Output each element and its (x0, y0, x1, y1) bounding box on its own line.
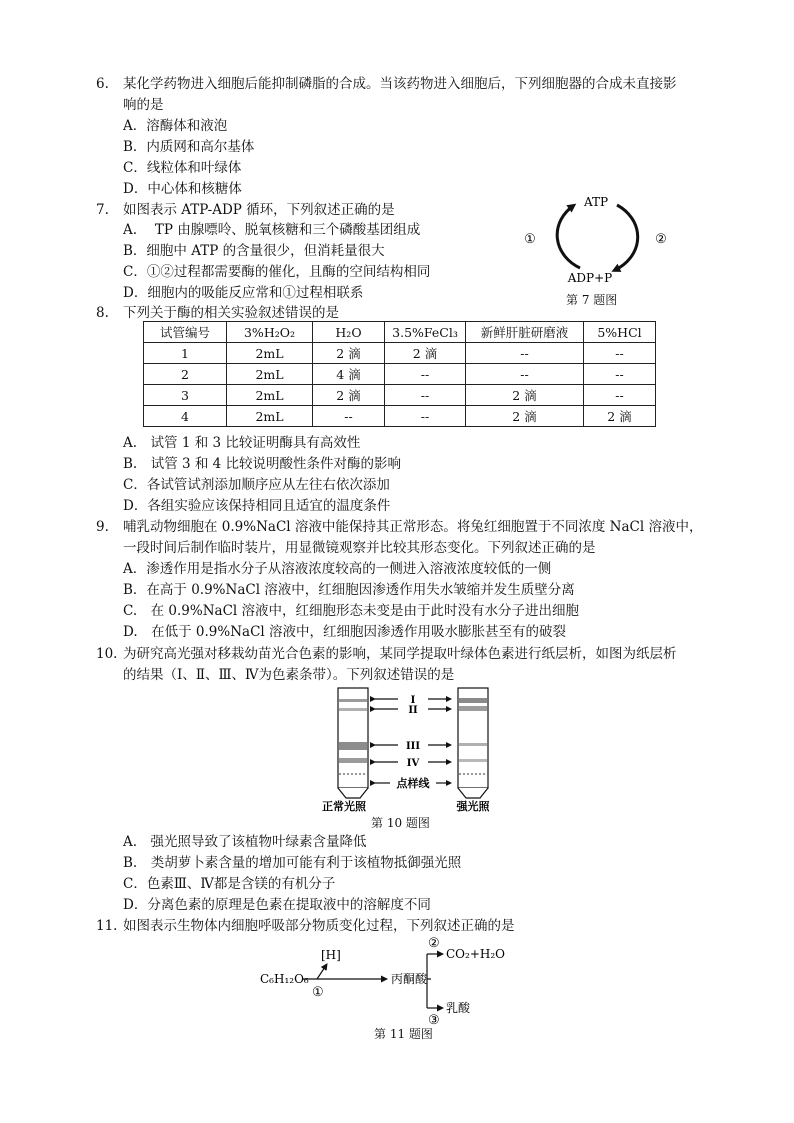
table-cell: 3 (144, 385, 227, 406)
q9-option-a: A．渗透作用是指水分子从溶液浓度较高的一侧进入溶液浓度较低的一侧 (123, 561, 552, 577)
table-header: 5%HCl (584, 322, 656, 343)
atp-label: ATP (583, 195, 609, 209)
q7-option-a: A. TP 由腺嘌呤、脱氧核糖和三个磷酸基团组成 (123, 222, 421, 238)
table-cell: -- (584, 385, 656, 406)
step-2-label: ② (655, 232, 667, 247)
table-cell: -- (313, 406, 385, 427)
q10-option-d: D．分离色素的原理是色素在提取液中的溶解度不同 (123, 897, 431, 913)
table-cell: -- (584, 343, 656, 364)
q6-stem-line2: 响的是 (123, 97, 164, 113)
table-row (144, 385, 656, 406)
q11-number: 11. (96, 918, 118, 934)
q6-option-d: D．中心体和核糖体 (123, 181, 242, 197)
pyruvate-label: 丙酮酸 (391, 972, 428, 986)
table-cell: 2mL (227, 406, 313, 427)
enzyme-experiment-table (143, 321, 656, 427)
step-1-label: ① (524, 232, 536, 247)
table-cell: -- (466, 343, 584, 364)
q7-number: 7. (96, 202, 109, 218)
table-cell: 2 (144, 364, 227, 385)
q9-stem-line2: 一段时间后制作临时装片，用显微镜观察并比较其形态变化。下列叙述正确的是 (123, 540, 596, 556)
q6-option-b: B．内质网和高尔基体 (123, 139, 255, 155)
table-cell: 2 滴 (466, 385, 584, 406)
table-cell: -- (385, 385, 466, 406)
band-label-3: III (405, 741, 421, 752)
h-label: [H] (321, 948, 341, 962)
table-header: 试管编号 (144, 322, 227, 343)
table-header: 3%H₂O₂ (227, 322, 313, 343)
step-3-label: ③ (428, 1013, 440, 1025)
table-cell: 1 (144, 343, 227, 364)
q8-stem: 下列关于酶的相关实验叙述错误的是 (123, 305, 339, 321)
step-2-label: ② (428, 936, 440, 951)
table-cell: 2 滴 (584, 406, 656, 427)
band-label-1: I (410, 695, 416, 706)
h-release-arrow (317, 964, 327, 979)
q8-number: 8. (96, 305, 109, 321)
q6-stem-line1: 某化学药物进入细胞后能抑制磷脂的合成。当该药物进入细胞后，下列细胞器的合成未直接影 (123, 76, 677, 92)
table-cell: 4 滴 (313, 364, 385, 385)
table-row (144, 364, 656, 385)
q6-option-a: A．溶酶体和液泡 (123, 118, 228, 134)
cycle-left-arrow (557, 206, 580, 268)
lactate-label: 乳酸 (446, 1001, 471, 1015)
q10-stem-line2: 的结果（Ⅰ、Ⅱ、Ⅲ、Ⅳ为色素条带）。下列叙述错误的是 (123, 667, 455, 683)
table-cell: 2 滴 (313, 343, 385, 364)
q10-option-b: B. 类胡萝卜素含量的增加可能有利于该植物抵御强光照 (123, 855, 462, 871)
table-cell: 2 滴 (313, 385, 385, 406)
q8-option-d: D．各组实验应该保持相同且适宜的温度条件 (123, 498, 391, 514)
q9-option-d: D. 在低于 0.9%NaCl 溶液中，红细胞因渗透作用吸水膨胀甚至有的破裂 (123, 624, 567, 640)
table-cell: -- (466, 364, 584, 385)
respiration-diagram (255, 933, 520, 1025)
adp-label: ADP+P (567, 271, 613, 285)
table-header: 3.5%FeCl₃ (385, 322, 466, 343)
q10-option-c: C．色素Ⅲ、Ⅳ都是含镁的有机分子 (123, 876, 336, 892)
step-1-label: ① (312, 985, 324, 1000)
table-cell: 2mL (227, 343, 313, 364)
q7-figure-caption: 第 7 题图 (566, 293, 618, 307)
q10-option-a: A. 强光照导致了该植物叶绿素含量降低 (123, 834, 367, 850)
table-cell: 4 (144, 406, 227, 427)
table-cell: -- (385, 406, 466, 427)
q7-option-c: C．①②过程都需要酶的催化，且酶的空间结构相同 (123, 264, 431, 280)
q11-figure-caption: 第 11 题图 (374, 1027, 433, 1041)
table-header: H₂O (313, 322, 385, 343)
q8-option-b: B. 试管 3 和 4 比较说明酸性条件对酶的影响 (123, 456, 402, 472)
q9-stem-line1: 哺乳动物细胞在 0.9%NaCl 溶液中能保持其正常形态。将兔红细胞置于不同浓度 NaCl 溶液中， (123, 519, 703, 535)
q9-number: 9. (96, 519, 109, 535)
q10-number: 10. (96, 646, 118, 662)
q10-figure-caption: 第 10 题图 (371, 816, 430, 830)
table-cell: -- (385, 364, 466, 385)
q6-number: 6. (96, 76, 109, 92)
table-header: 新鲜肝脏研磨液 (466, 322, 584, 343)
strong-light-label: 强光照 (456, 800, 490, 812)
q8-option-a: A. 试管 1 和 3 比较证明酶具有高效性 (123, 435, 361, 451)
q11-stem: 如图表示生物体内细胞呼吸部分物质变化过程，下列叙述正确的是 (123, 918, 515, 934)
q7-option-b: B．细胞中 ATP 的含量很少，但消耗量很大 (123, 243, 385, 259)
table-cell: 2mL (227, 385, 313, 406)
q9-option-b: B．在高于 0.9%NaCl 溶液中，红细胞因渗透作用失水皱缩并发生质壁分离 (123, 582, 575, 598)
q7-option-d: D．细胞内的吸能反应常和①过程相联系 (123, 285, 364, 301)
table-cell: -- (584, 364, 656, 385)
q10-stem-line1: 为研究高光强对移栽幼苗光合色素的影响，某同学提取叶绿体色素进行纸层析，如图为纸层析 (123, 646, 677, 662)
q8-option-c: C．各试管试剂添加顺序应从左往右依次添加 (123, 477, 390, 493)
chromatography-diagram (318, 686, 498, 812)
band-label-2: II (408, 705, 418, 716)
table-row (144, 406, 656, 427)
q9-option-c: C. 在 0.9%NaCl 溶液中，红细胞形态未变是由于此时没有水分子进出细胞 (123, 603, 580, 619)
q6-option-c: C．线粒体和叶绿体 (123, 160, 242, 176)
cycle-right-arrow (615, 205, 638, 270)
table-cell: 2mL (227, 364, 313, 385)
normal-light-label: 正常光照 (322, 800, 366, 812)
atp-adp-cycle-diagram (518, 188, 678, 293)
normal-light-strip (338, 688, 368, 798)
glucose-label: C₆H₁₂O₆ (260, 972, 309, 986)
table-header-row (144, 322, 656, 343)
q7-stem: 如图表示 ATP-ADP 循环，下列叙述正确的是 (123, 202, 395, 218)
band-label-4: IV (406, 758, 420, 769)
table-cell: 2 滴 (385, 343, 466, 364)
origin-line-label: 点样线 (396, 777, 430, 790)
strong-light-strip (458, 688, 488, 798)
table-row (144, 343, 656, 364)
aerobic-product-label: CO₂+H₂O (446, 947, 505, 961)
table-cell: 2 滴 (466, 406, 584, 427)
